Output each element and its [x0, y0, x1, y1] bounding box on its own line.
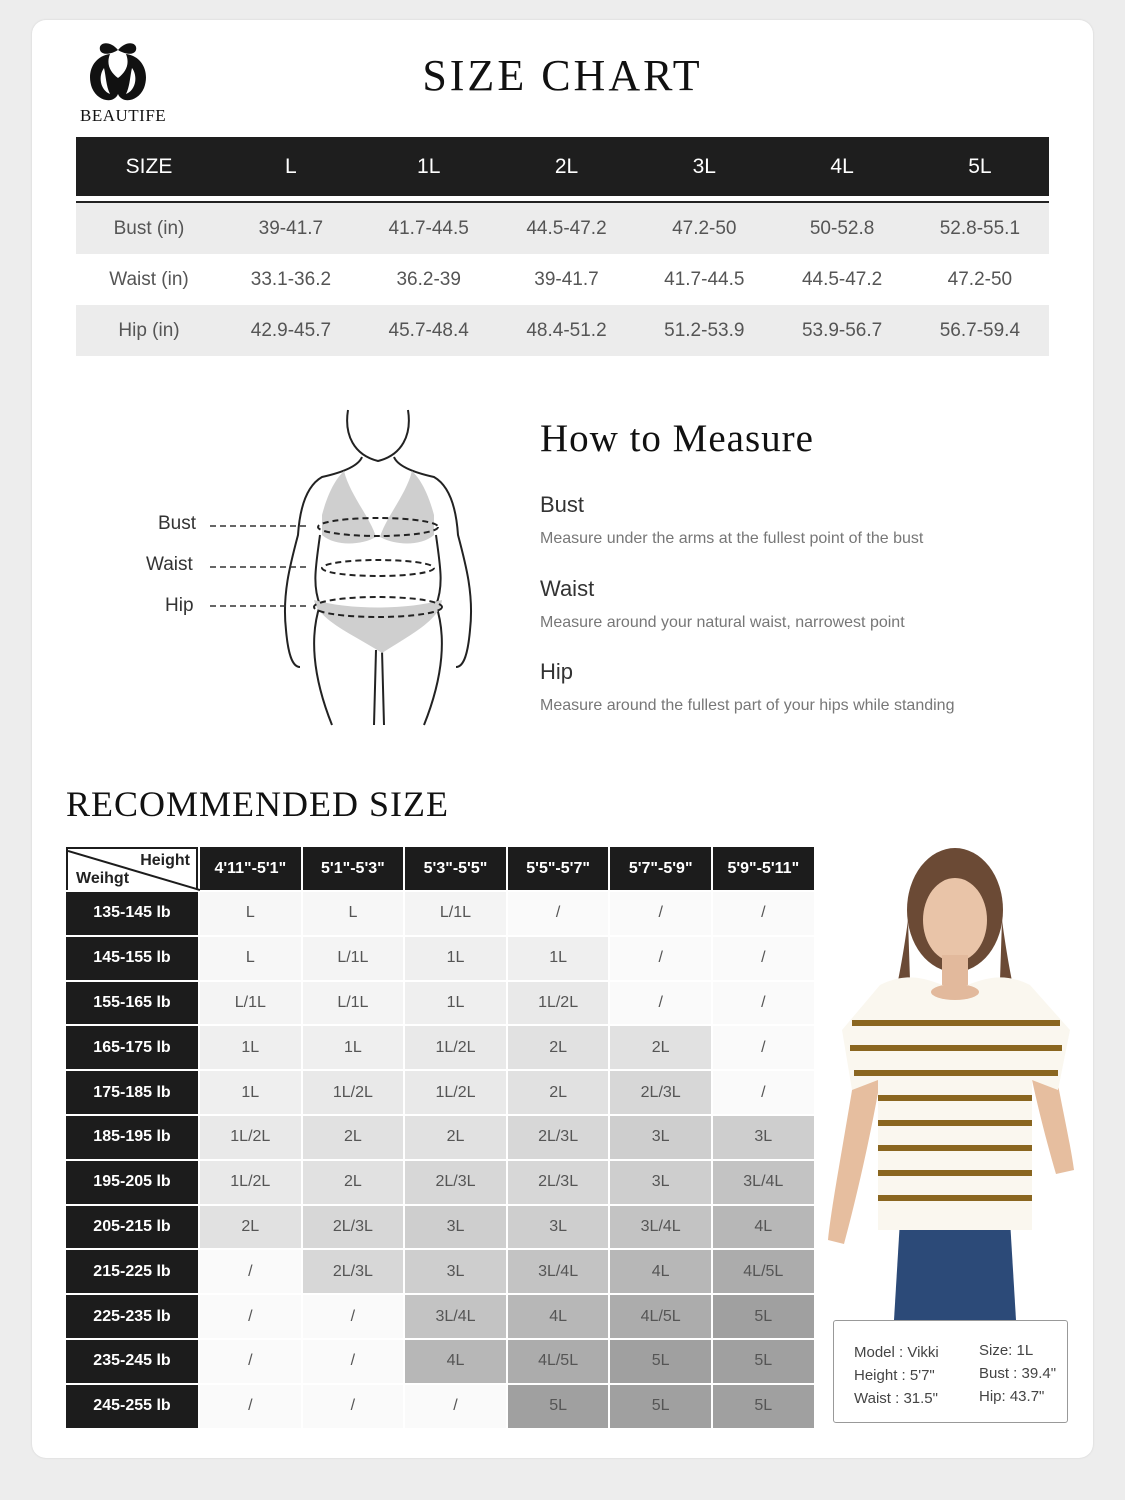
table-cell: 36.2-39: [396, 268, 461, 290]
size-cell: /: [200, 1250, 301, 1293]
header-cell: 2L: [554, 154, 579, 178]
size-cell: 4L: [508, 1295, 609, 1338]
model-info-box: [833, 1320, 1068, 1423]
recommended-size-title: RECOMMENDED SIZE: [66, 784, 449, 824]
recommended-size-grid: [66, 847, 814, 1427]
table-cell: 51.2-53.9: [664, 319, 745, 341]
size-cell: 3L/4L: [405, 1295, 506, 1338]
table-cell: 44.5-47.2: [526, 217, 607, 239]
size-cell: /: [200, 1295, 301, 1338]
model-size: Size: 1L: [979, 1342, 1034, 1359]
size-cell: 5L: [713, 1340, 814, 1383]
header-cell: L: [285, 154, 297, 178]
size-cell: /: [610, 982, 711, 1025]
header-cell: 4L: [830, 154, 854, 178]
weight-row-header: 165-175 lb: [66, 1026, 198, 1069]
size-cell: L/1L: [200, 982, 301, 1025]
table-cell: 52.8-55.1: [939, 217, 1021, 239]
header-cell: 1L: [417, 154, 441, 178]
weight-row-header: 155-165 lb: [66, 982, 198, 1025]
weight-row-header: 235-245 lb: [66, 1340, 198, 1383]
measure-heading: Bust: [540, 492, 585, 517]
size-cell: /: [713, 892, 814, 935]
size-cell: /: [508, 892, 609, 935]
model-info-right: [979, 1339, 1056, 1408]
size-cell: 5L: [610, 1340, 711, 1383]
header-cell: 5L: [968, 154, 992, 178]
size-cell: L/1L: [405, 892, 506, 935]
size-cell: 1L/2L: [508, 982, 609, 1025]
size-cell: 4L: [610, 1250, 711, 1293]
size-cell: 2L: [200, 1206, 301, 1249]
size-cell: 3L: [713, 1116, 814, 1159]
weight-row-header: 225-235 lb: [66, 1295, 198, 1338]
size-cell: 4L: [713, 1206, 814, 1249]
size-cell: 1L: [405, 937, 506, 980]
size-cell: 2L/3L: [508, 1161, 609, 1204]
size-cell: /: [200, 1385, 301, 1428]
size-cell: 3L: [508, 1206, 609, 1249]
waist-label: Waist: [146, 554, 193, 575]
size-cell: 2L/3L: [405, 1161, 506, 1204]
size-cell: /: [303, 1340, 404, 1383]
size-cell: 1L: [405, 982, 506, 1025]
size-cell: 5L: [713, 1385, 814, 1428]
size-cell: 1L/2L: [303, 1071, 404, 1114]
grid-corner: [66, 847, 198, 890]
table-cell: 44.5-47.2: [801, 268, 883, 290]
model-hip: Hip: 43.7": [979, 1388, 1045, 1405]
hip-label: Hip: [165, 595, 194, 616]
corner-height-label: Height: [140, 852, 190, 869]
size-cell: 4L/5L: [713, 1250, 814, 1293]
table-cell: 56.7-59.4: [939, 319, 1021, 341]
size-cell: 4L: [405, 1340, 506, 1383]
size-cell: 2L/3L: [303, 1250, 404, 1293]
table-cell: 33.1-36.2: [250, 268, 332, 290]
height-header-cell: 5'7"-5'9": [610, 847, 711, 890]
model-photo: [820, 840, 1090, 1320]
height-header-cell: 5'9"-5'11": [713, 847, 814, 890]
size-cell: L: [303, 892, 404, 935]
size-cell: /: [405, 1385, 506, 1428]
weight-row-header: 185-195 lb: [66, 1116, 198, 1159]
size-cell: 3L/4L: [508, 1250, 609, 1293]
table-cell: 39-41.7: [534, 268, 599, 290]
size-cell: 2L: [610, 1026, 711, 1069]
table-cell: 53.9-56.7: [801, 319, 883, 341]
size-cell: 3L: [405, 1206, 506, 1249]
page-title: SIZE CHART: [422, 51, 703, 100]
size-cell: 3L: [610, 1161, 711, 1204]
size-cell: /: [713, 1071, 814, 1114]
model-name: Model : Vikki: [854, 1344, 939, 1361]
weight-row-header: 145-155 lb: [66, 937, 198, 980]
divider: [76, 196, 1049, 203]
size-cell: 4L/5L: [508, 1340, 609, 1383]
measure-description: Measure around the fullest part of your hips while standing: [540, 697, 955, 714]
size-cell: 3L: [405, 1250, 506, 1293]
height-header-cell: 5'1"-5'3": [303, 847, 404, 890]
measure-item-hip: [540, 659, 954, 715]
model-waist: Waist : 31.5": [854, 1390, 938, 1407]
size-cell: 2L/3L: [610, 1071, 711, 1114]
size-cell: /: [200, 1340, 301, 1383]
weight-row-header: 205-215 lb: [66, 1206, 198, 1249]
measure-description: Measure around your natural waist, narrowest point: [540, 614, 905, 631]
size-cell: /: [303, 1295, 404, 1338]
table-cell: 45.7-48.4: [388, 319, 469, 341]
how-to-measure-title: How to Measure: [540, 417, 814, 460]
row-label: Bust (in): [113, 217, 185, 239]
header-cell: 3L: [692, 154, 716, 178]
size-cell: L/1L: [303, 982, 404, 1025]
weight-row-header: 175-185 lb: [66, 1071, 198, 1114]
table-cell: 41.7-44.5: [664, 268, 745, 290]
size-cell: 2L: [405, 1116, 506, 1159]
size-cell: L: [200, 892, 301, 935]
size-cell: 3L/4L: [713, 1161, 814, 1204]
table-row: [76, 305, 1049, 356]
size-cell: 3L: [610, 1116, 711, 1159]
measure-description: Measure under the arms at the fullest point of the bust: [540, 530, 924, 547]
corner-weight-label: Weihgt: [76, 870, 130, 887]
weight-row-header: 245-255 lb: [66, 1385, 198, 1428]
height-header-cell: 4'11"-5'1": [200, 847, 301, 890]
size-cell: 1L/2L: [200, 1161, 301, 1204]
size-chart-table: [76, 137, 1049, 356]
size-cell: 1L/2L: [405, 1026, 506, 1069]
table-row: [76, 254, 1049, 305]
size-cell: 1L: [508, 937, 609, 980]
size-cell: /: [303, 1385, 404, 1428]
row-label: Hip (in): [118, 319, 180, 341]
measure-heading: Waist: [540, 576, 595, 601]
table-cell: 39-41.7: [258, 217, 324, 239]
measure-item-waist: [540, 576, 905, 632]
size-cell: 5L: [508, 1385, 609, 1428]
weight-row-header: 135-145 lb: [66, 892, 198, 935]
measure-heading: Hip: [540, 659, 574, 684]
size-cell: 2L/3L: [508, 1116, 609, 1159]
bust-label: Bust: [158, 513, 197, 534]
size-cell: 2L: [508, 1071, 609, 1114]
size-cell: 2L: [303, 1161, 404, 1204]
model-bust: Bust : 39.4": [979, 1365, 1057, 1382]
row-label: Waist (in): [109, 268, 189, 290]
size-cell: 1L/2L: [405, 1071, 506, 1114]
table-cell: 42.9-45.7: [250, 319, 332, 341]
size-chart-header: [76, 137, 1049, 196]
size-cell: /: [713, 982, 814, 1025]
header-cell: SIZE: [125, 154, 173, 178]
size-cell: 2L: [508, 1026, 609, 1069]
measure-item-bust: [540, 492, 923, 548]
table-row: [76, 203, 1049, 254]
size-cell: /: [713, 1026, 814, 1069]
height-header-cell: 5'5"-5'7": [508, 847, 609, 890]
size-cell: 1L: [303, 1026, 404, 1069]
size-cell: L: [200, 937, 301, 980]
table-cell: 48.4-51.2: [526, 319, 607, 341]
brand-name: BEAUTIFE: [80, 106, 167, 125]
model-info-left: [854, 1341, 939, 1410]
size-cell: 5L: [713, 1295, 814, 1338]
size-cell: L/1L: [303, 937, 404, 980]
table-cell: 41.7-44.5: [388, 217, 469, 239]
size-cell: /: [713, 937, 814, 980]
size-cell: 1L/2L: [200, 1116, 301, 1159]
size-cell: /: [610, 892, 711, 935]
table-cell: 50-52.8: [809, 217, 875, 239]
size-cell: 2L/3L: [303, 1206, 404, 1249]
table-cell: 47.2-50: [947, 268, 1013, 290]
size-cell: 2L: [303, 1116, 404, 1159]
size-cell: 1L: [200, 1026, 301, 1069]
size-cell: 3L/4L: [610, 1206, 711, 1249]
size-cell: 4L/5L: [610, 1295, 711, 1338]
table-cell: 47.2-50: [672, 217, 737, 239]
weight-row-header: 215-225 lb: [66, 1250, 198, 1293]
height-header-cell: 5'3"-5'5": [405, 847, 506, 890]
model-height: Height : 5'7": [854, 1367, 935, 1384]
size-cell: /: [610, 937, 711, 980]
size-cell: 1L: [200, 1071, 301, 1114]
weight-row-header: 195-205 lb: [66, 1161, 198, 1204]
size-cell: 5L: [610, 1385, 711, 1428]
model-illustration: [820, 840, 1090, 1320]
